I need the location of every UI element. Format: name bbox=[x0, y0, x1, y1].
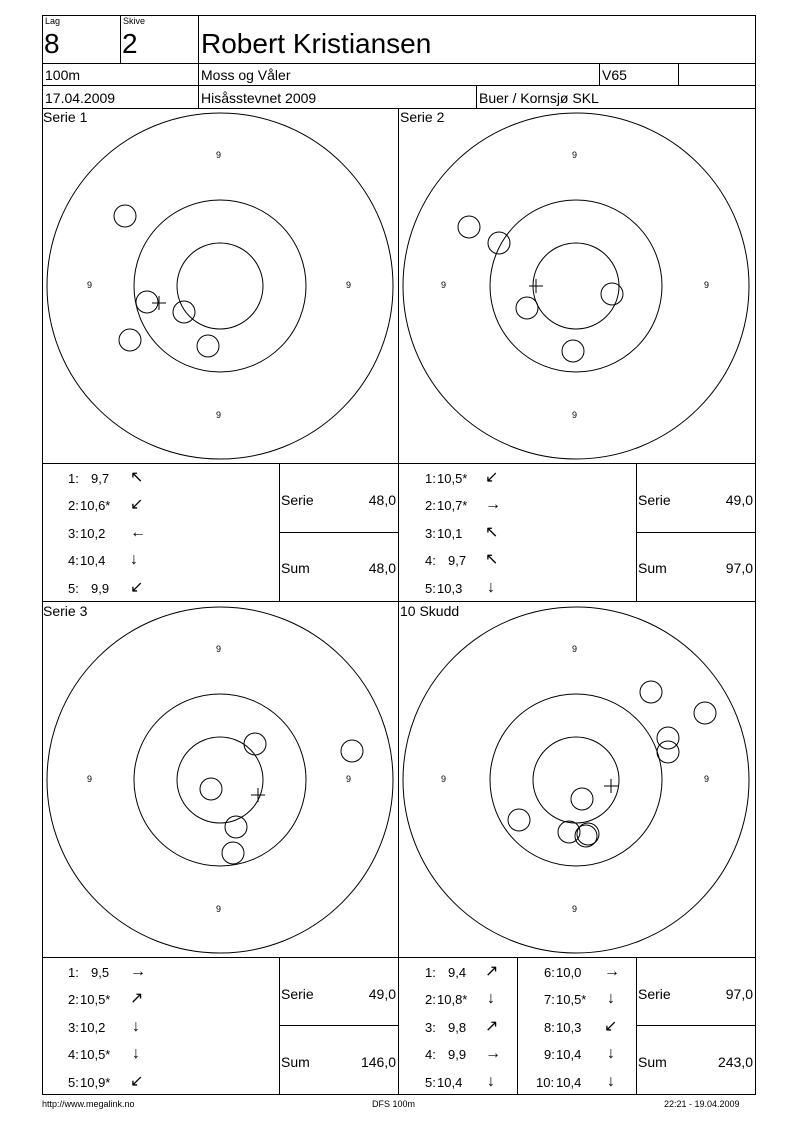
ring-label: 9 bbox=[704, 280, 710, 290]
direction-arrow-icon: ↙ bbox=[604, 1018, 618, 1035]
shot-value: 10,3 bbox=[556, 1020, 582, 1035]
ring-label: 9 bbox=[216, 150, 222, 160]
sum-value: 97,0 bbox=[725, 560, 753, 576]
direction-arrow-icon: ↖ bbox=[485, 524, 499, 541]
panel-title: Serie 1 bbox=[43, 109, 88, 125]
sum-value: 146,0 bbox=[360, 1054, 396, 1070]
direction-arrow-icon: ↙ bbox=[130, 1073, 144, 1090]
serie-label: Serie bbox=[281, 986, 314, 1002]
date: 17.04.2009 bbox=[45, 90, 116, 106]
ring-label: 9 bbox=[216, 410, 222, 420]
shot-value: 9,9 bbox=[91, 581, 110, 596]
shot-no: 7: bbox=[544, 992, 555, 1007]
panel-title: Serie 3 bbox=[43, 603, 88, 619]
venue: Buer / Kornsjø SKL bbox=[479, 90, 599, 106]
shot-no: 3: bbox=[425, 526, 436, 541]
shot-value: 9,4 bbox=[448, 965, 467, 980]
panel-title: Serie 2 bbox=[400, 109, 445, 125]
shot-value: 10,4 bbox=[80, 553, 106, 568]
shooter-name: Robert Kristiansen bbox=[201, 28, 432, 59]
shot-no: 1: bbox=[68, 965, 79, 980]
event-name: Hisåsstevnet 2009 bbox=[201, 90, 317, 106]
shot-no: 1: bbox=[425, 965, 436, 980]
shot-no: 1: bbox=[68, 471, 79, 486]
direction-arrow-icon: ← bbox=[130, 524, 146, 541]
shot-value: 10,8* bbox=[437, 992, 468, 1007]
direction-arrow-icon: ↙ bbox=[130, 496, 144, 513]
shot-value: 10,5* bbox=[556, 992, 587, 1007]
sum-label: Sum bbox=[638, 1054, 667, 1070]
direction-arrow-icon: ↓ bbox=[607, 990, 615, 1007]
direction-arrow-icon: → bbox=[485, 1045, 501, 1062]
shot-no: 2: bbox=[425, 992, 436, 1007]
shot-no: 5: bbox=[425, 1075, 436, 1090]
shot-no: 8: bbox=[544, 1020, 555, 1035]
shot-value: 10,4 bbox=[437, 1075, 463, 1090]
shooter-class: V65 bbox=[602, 67, 627, 83]
shot-value: 10,7* bbox=[437, 498, 468, 513]
shot-value: 10,6* bbox=[80, 498, 111, 513]
shot-value: 10,5* bbox=[437, 471, 468, 486]
lag-value: 8 bbox=[44, 28, 60, 59]
direction-arrow-icon: ↙ bbox=[485, 469, 499, 486]
skive-label: Skive bbox=[123, 16, 146, 26]
shot-no: 3: bbox=[68, 1020, 79, 1035]
footer-timestamp: 22:21 - 19.04.2009 bbox=[664, 1099, 740, 1109]
shot-no: 9: bbox=[544, 1047, 555, 1062]
shot-value: 10,1 bbox=[437, 526, 463, 541]
panel-title: 10 Skudd bbox=[400, 603, 460, 619]
shot-value: 10,2 bbox=[80, 1020, 106, 1035]
ring-label: 9 bbox=[572, 904, 578, 914]
sum-label: Sum bbox=[281, 560, 310, 576]
serie-label: Serie bbox=[281, 492, 314, 508]
footer-link[interactable]: http://www.megalink.no bbox=[42, 1099, 135, 1109]
sum-value: 243,0 bbox=[717, 1054, 753, 1070]
shot-no: 5: bbox=[68, 1075, 79, 1090]
shot-value: 10,5* bbox=[80, 1047, 111, 1062]
direction-arrow-icon: ↓ bbox=[487, 990, 495, 1007]
shot-no: 4: bbox=[68, 553, 79, 568]
direction-arrow-icon: ↗ bbox=[130, 990, 144, 1007]
shot-value: 10,4 bbox=[556, 1047, 582, 1062]
shot-no: 5: bbox=[425, 581, 436, 596]
shot-value: 10,9* bbox=[80, 1075, 111, 1090]
shot-value: 9,7 bbox=[91, 471, 110, 486]
shot-value: 10,0 bbox=[556, 965, 582, 980]
direction-arrow-icon: ↓ bbox=[132, 1018, 140, 1035]
shot-no: 5: bbox=[68, 581, 79, 596]
direction-arrow-icon: ↓ bbox=[130, 551, 138, 568]
ring-label: 9 bbox=[572, 644, 578, 654]
direction-arrow-icon: ↖ bbox=[485, 551, 499, 568]
shot-no: 3: bbox=[425, 1020, 436, 1035]
direction-arrow-icon: ↓ bbox=[487, 579, 495, 596]
shot-value: 9,9 bbox=[448, 1047, 467, 1062]
sum-label: Sum bbox=[281, 1054, 310, 1070]
skive-value: 2 bbox=[122, 28, 138, 59]
serie-value: 49,0 bbox=[725, 492, 753, 508]
shot-no: 4: bbox=[425, 553, 436, 568]
footer-center: DFS 100m bbox=[372, 1099, 416, 1109]
sum-value: 48,0 bbox=[368, 560, 396, 576]
shot-no: 3: bbox=[68, 526, 79, 541]
shot-no: 10: bbox=[536, 1075, 555, 1090]
shot-value: 9,7 bbox=[448, 553, 467, 568]
shot-no: 2: bbox=[68, 498, 79, 513]
direction-arrow-icon: ↗ bbox=[485, 1018, 499, 1035]
lag-label: Lag bbox=[45, 16, 61, 26]
shot-no: 2: bbox=[425, 498, 436, 513]
direction-arrow-icon: ↙ bbox=[130, 579, 144, 596]
direction-arrow-icon: → bbox=[130, 963, 146, 980]
direction-arrow-icon: ↓ bbox=[132, 1045, 140, 1062]
ring-label: 9 bbox=[87, 774, 93, 784]
direction-arrow-icon: ↓ bbox=[607, 1045, 615, 1062]
shot-value: 10,2 bbox=[80, 526, 106, 541]
ring-label: 9 bbox=[441, 774, 447, 784]
sum-label: Sum bbox=[638, 560, 667, 576]
serie-label: Serie bbox=[638, 492, 671, 508]
shot-no: 6: bbox=[544, 965, 555, 980]
shot-value: 10,3 bbox=[437, 581, 463, 596]
direction-arrow-icon: → bbox=[485, 496, 501, 513]
serie-label: Serie bbox=[638, 986, 671, 1002]
ring-label: 9 bbox=[216, 904, 222, 914]
direction-arrow-icon: ↓ bbox=[607, 1073, 615, 1090]
shot-value: 9,8 bbox=[448, 1020, 467, 1035]
serie-value: 48,0 bbox=[368, 492, 396, 508]
ring-label: 9 bbox=[346, 280, 352, 290]
direction-arrow-icon: → bbox=[604, 963, 620, 980]
ring-label: 9 bbox=[87, 280, 93, 290]
ring-label: 9 bbox=[572, 150, 578, 160]
ring-label: 9 bbox=[441, 280, 447, 290]
shot-value: 10,4 bbox=[556, 1075, 582, 1090]
shot-no: 4: bbox=[68, 1047, 79, 1062]
serie-value: 49,0 bbox=[368, 986, 396, 1002]
distance: 100m bbox=[45, 67, 81, 83]
shot-value: 10,5* bbox=[80, 992, 111, 1007]
club: Moss og Våler bbox=[201, 67, 291, 83]
shot-no: 4: bbox=[425, 1047, 436, 1062]
direction-arrow-icon: ↗ bbox=[485, 963, 499, 980]
direction-arrow-icon: ↖ bbox=[130, 469, 144, 486]
ring-label: 9 bbox=[572, 410, 578, 420]
shot-no: 1: bbox=[425, 471, 436, 486]
direction-arrow-icon: ↓ bbox=[487, 1073, 495, 1090]
ring-label: 9 bbox=[704, 774, 710, 784]
serie-value: 97,0 bbox=[725, 986, 753, 1002]
ring-label: 9 bbox=[346, 774, 352, 784]
shot-value: 9,5 bbox=[91, 965, 110, 980]
shot-no: 2: bbox=[68, 992, 79, 1007]
ring-label: 9 bbox=[216, 644, 222, 654]
